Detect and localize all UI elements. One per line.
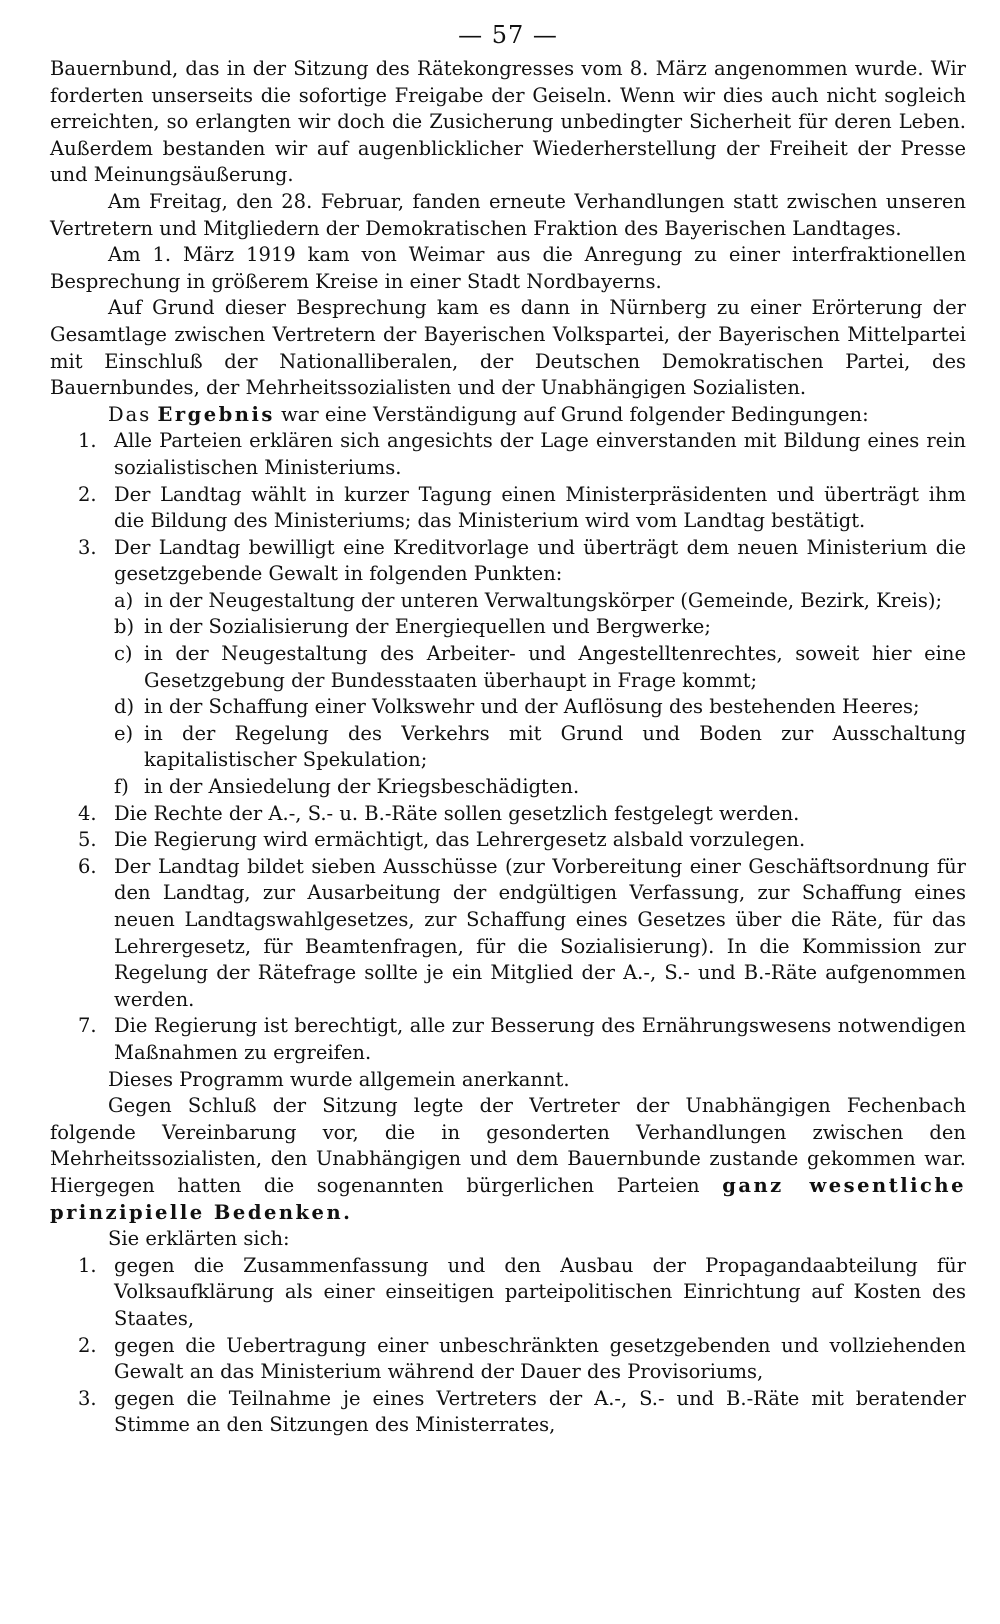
objection-number: 3. (78, 1386, 97, 1410)
condition-text: Alle Parteien erklären sich angesichts der Lage einverstanden mit Bildung eines rein sozialistischen Ministeriums. (114, 429, 966, 479)
paragraph-ergebnis (50, 402, 966, 429)
condition-number: 7. (78, 1014, 97, 1038)
condition-number: 2. (78, 482, 97, 506)
condition-number: 5. (78, 828, 97, 852)
condition-text: Der Landtag bildet sieben Ausschüsse (zur Vorbereitung einer Geschäftsordnung für den Landtag, zur Ausarbeitung der endgültigen Verfassung, zur Schaffung eines neuen Landtagswahlgesetzes, zur Schaffung eines Gesetzes über die Räte, für das Lehrergesetz, für Beamtenfragen, für die Sozialisierung). In die Kommission zur Regelung der Rätefrage sollte je ein Mitglied der A.-, S.- und B.-Räte aufgenommen werden. (114, 854, 966, 1011)
subpoint-item (114, 721, 966, 774)
condition-text: Der Landtag bewilligt eine Kreditvorlage und überträgt dem neuen Ministerium die gesetzgebende Gewalt in folgenden Punkten: (114, 535, 966, 586)
paragraph-programm: Dieses Programm wurde allgemein anerkannt. (108, 1067, 570, 1091)
subpoint-label: f) (114, 775, 129, 799)
objection-item (50, 1386, 966, 1439)
subpoint-text: in der Ansiedelung der Kriegsbeschädigten. (144, 775, 580, 799)
objection-text: gegen die Uebertragung einer unbeschränkten gesetzgebenden und vollziehenden Gewalt an das Ministerium während der Dauer des Provisoriums, (114, 1333, 966, 1384)
objection-text: gegen die Zusammenfassung und den Ausbau der Propagandaabteilung für Volksaufklärung als einer einseitigen parteipolitischen Einrichtung auf Kosten des Staates, (114, 1253, 966, 1330)
subpoint-text: in der Regelung des Verkehrs mit Grund und Boden zur Ausschaltung kapitalistischer Spekulation; (144, 721, 966, 772)
bedenken-emphasis: ganz wesentliche prinzipielle Bedenken. (50, 1173, 966, 1224)
subpoint-item (114, 588, 966, 615)
subpoint-text: in der Neugestaltung des Arbeiter- und Angestelltenrechtes, soweit hier eine Gesetzgebung der Bundesstaaten überhaupt in Frage kommt; (144, 642, 966, 692)
paragraph-freitag: Am Freitag, den 28. Februar, fanden erneute Verhandlungen statt zwischen unseren Vertretern und Mitgliedern der Demokratischen Fraktion des Bayerischen Landtages. (50, 189, 966, 240)
condition-item (50, 801, 966, 828)
paragraph-besprechung: Auf Grund dieser Besprechung kam es dann in Nürnberg zu einer Erörterung der Gesamtlage zwischen Vertretern der Bayerischen Volkspartei, der Bayerischen Mittelpartei mit Einschluß der Nationalliberalen, der Deutschen Demokratischen Partei, des Bauernbundes, der Mehrheitssozialisten und der Unabhängigen Sozialisten. (50, 296, 966, 400)
condition-text: Die Regierung wird ermächtigt, das Lehrergesetz alsbald vorzulegen. (114, 828, 806, 852)
subpoint-label: d) (114, 695, 135, 719)
condition-text: Die Regierung ist berechtigt, alle zur Besserung des Ernährungswesens notwendigen Maßnahmen zu ergreifen. (114, 1014, 966, 1064)
condition-number: 3. (78, 535, 97, 559)
subpoint-item (114, 641, 966, 694)
ergebnis-rest: war eine Verständigung auf Grund folgender Bedingungen: (281, 402, 869, 426)
objection-number: 2. (78, 1333, 97, 1357)
objection-item (50, 1253, 966, 1333)
condition-item (50, 1013, 966, 1066)
subpoint-item (114, 694, 966, 721)
subpoint-label: b) (114, 615, 135, 639)
page-body (50, 56, 966, 1439)
conditions-list (50, 428, 966, 1066)
objection-number: 1. (78, 1253, 97, 1277)
condition-item (50, 428, 966, 481)
subpoint-label: e) (114, 721, 134, 745)
condition-number: 1. (78, 429, 97, 453)
condition-item (50, 854, 966, 1014)
condition-number: 6. (78, 854, 97, 878)
paragraph-maerz: Am 1. März 1919 kam von Weimar aus die Anregung zu einer interfraktionellen Besprechung in größerem Kreise in einer Stadt Nordbayerns. (50, 243, 966, 293)
condition-text: Die Rechte der A.-, S.- u. B.-Räte sollen gesetzlich festgelegt werden. (114, 801, 800, 825)
condition-number: 4. (78, 801, 97, 825)
page-number: — 57 — (458, 21, 558, 49)
condition-item (50, 482, 966, 535)
subpoint-text: in der Schaffung einer Volkswehr und der Auflösung des bestehenden Heeres; (144, 695, 920, 719)
objections-list (50, 1253, 966, 1439)
condition-item (50, 827, 966, 854)
subpoint-label: a) (114, 588, 134, 612)
subpoint-text: in der Neugestaltung der unteren Verwaltungskörper (Gemeinde, Bezirk, Kreis); (144, 588, 943, 612)
condition-item (50, 535, 966, 801)
subpoint-label: c) (114, 642, 133, 666)
subpoint-item (114, 614, 966, 641)
paragraph-fechenbach (50, 1093, 966, 1226)
subpoints-list (114, 588, 966, 801)
ergebnis-lead: Das (108, 402, 152, 426)
ergebnis-emphasis: Ergebnis (157, 402, 275, 426)
subpoint-text: in der Sozialisierung der Energiequellen und Bergwerke; (144, 615, 711, 639)
condition-text: Der Landtag wählt in kurzer Tagung einen Ministerpräsidenten und überträgt ihm die Bildung des Ministeriums; das Ministerium wird vom Landtag bestätigt. (114, 482, 966, 533)
objection-item (50, 1333, 966, 1386)
subpoint-item (114, 774, 966, 801)
paragraph-bauernbund: Bauernbund, das in der Sitzung des Rätekongresses vom 8. März angenommen wurde. Wir forderten unserseits die sofortige Freigabe der Geiseln. Wenn wir dies auch nicht sogleich erreichten, so erlangten wir doch die Zusicherung unbedingter Sicherheit für deren Leben. Außerdem bestanden wir auf augenblicklicher Wiederherstellung der Freiheit der Presse und Meinungsäußerung. (50, 57, 966, 187)
paragraph-erklaerten: Sie erklärten sich: (108, 1227, 290, 1251)
objection-text: gegen die Teilnahme je eines Vertreters der A.-, S.- und B.-Räte mit beratender Stimme an den Sitzungen des Ministerrates, (114, 1386, 966, 1437)
fechenbach-text: Gegen Schluß der Sitzung legte der Vertreter der Unabhängigen Fechenbach folgende Vereinbarung vor, die in gesonderten Verhandlungen zwischen den Mehrheitssozialisten, den Unabhängigen und dem Bauernbunde zustande gekommen war. Hiergegen hatten die sogenannten bürgerlichen Parteien (50, 1094, 966, 1197)
